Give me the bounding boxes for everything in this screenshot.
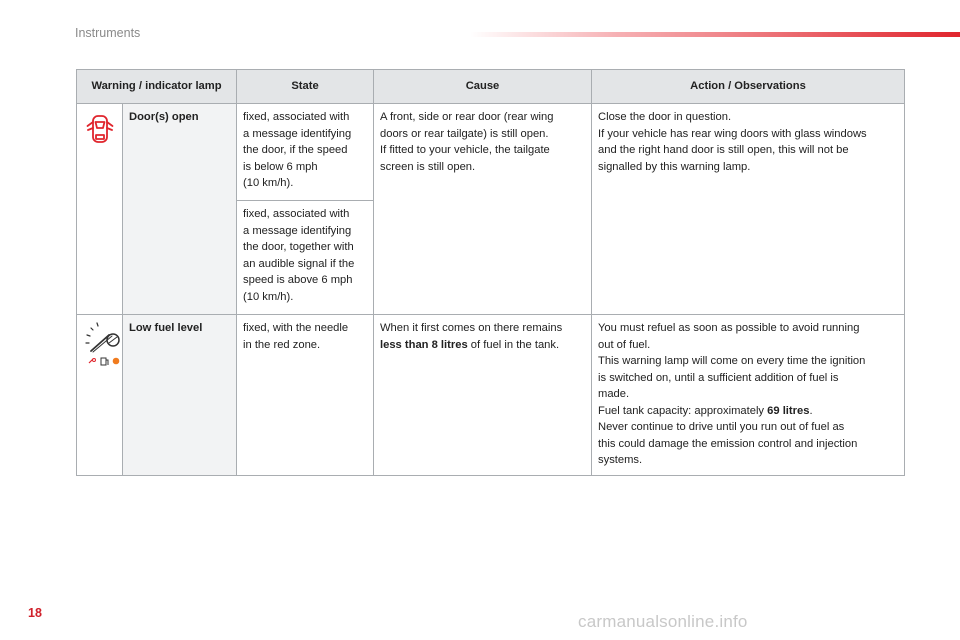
action-text: made. [598, 388, 630, 400]
page-number: 18 [28, 606, 42, 620]
action-text: signalled by this warning lamp. [598, 160, 751, 173]
door-open-warning-icon [85, 138, 115, 150]
cause-text: When it first comes on there remains [380, 322, 563, 334]
state-text: (10 km/h). [243, 177, 294, 189]
watermark: carmanualsonline.info [578, 612, 748, 631]
state-text: the door, if the speed [243, 144, 348, 156]
state-text: fixed, with the needle [243, 322, 349, 334]
cause-text: If fitted to your vehicle, the tailgate [380, 144, 550, 156]
column-header: Action / Observations [592, 70, 905, 104]
column-header: Warning / indicator lamp [77, 70, 237, 104]
action-cell [592, 315, 905, 476]
warning-lamp-table [76, 69, 905, 476]
capacity-prefix: Fuel tank capacity: approximately [598, 404, 768, 417]
state-text: a message identifying [243, 127, 352, 140]
action-text: is switched on, until a sufficient addition of fuel is [598, 371, 839, 384]
action-text: If your vehicle has rear wing doors with glass windows [598, 127, 867, 140]
lamp-name: Low fuel level [123, 315, 237, 476]
table-row [77, 104, 905, 201]
lamp-icon-cell [77, 315, 123, 476]
state-text: fixed, associated with [243, 111, 350, 123]
action-text: this could damage the emission control and injection [598, 437, 858, 450]
table-row [77, 315, 905, 476]
cause-cell [374, 104, 592, 315]
table-header-row [77, 70, 905, 104]
state-text: an audible signal if the [243, 257, 355, 270]
state-text: speed is above 6 mph [243, 274, 353, 286]
state-text: in the red zone. [243, 338, 321, 351]
lamp-icon-cell [77, 104, 123, 315]
state-text: a message identifying [243, 224, 352, 237]
state-text: the door, together with [243, 241, 354, 253]
header-accent-bar [470, 32, 960, 37]
state-cell [237, 104, 374, 201]
action-text: You must refuel as soon as possible to avoid running [598, 322, 860, 334]
section-title: Instruments [75, 26, 141, 40]
state-cell [237, 201, 374, 315]
capacity-suffix: . [809, 404, 813, 417]
action-text: and the right hand door is still open, this will not be [598, 144, 849, 156]
cause-text-rest: of fuel in the tank. [467, 338, 560, 351]
state-cell [237, 315, 374, 476]
lamp-name: Door(s) open [123, 104, 237, 315]
action-text: out of fuel. [598, 338, 651, 351]
action-cell [592, 104, 905, 315]
cause-emphasis: less than 8 litres [380, 338, 468, 351]
cause-cell [374, 315, 592, 476]
state-text: is below 6 mph [243, 160, 318, 173]
fuel-capacity-text [598, 403, 898, 420]
cause-text: A front, side or rear door (rear wing [380, 111, 554, 123]
action-text: Close the door in question. [598, 111, 732, 123]
column-header: Cause [374, 70, 592, 104]
cause-text: screen is still open. [380, 160, 476, 173]
state-text: (10 km/h). [243, 290, 294, 303]
state-text: fixed, associated with [243, 208, 350, 220]
action-text: This warning lamp will come on every time the ignition [598, 355, 866, 367]
column-header: State [237, 70, 374, 104]
action-text: systems. [598, 454, 643, 466]
cause-text [380, 337, 585, 354]
fuel-gauge-icon [83, 361, 123, 373]
action-text: Never continue to drive until you run out of fuel as [598, 421, 845, 433]
cause-text: doors or rear tailgate) is still open. [380, 127, 549, 140]
capacity-value: 69 litres [767, 404, 810, 417]
